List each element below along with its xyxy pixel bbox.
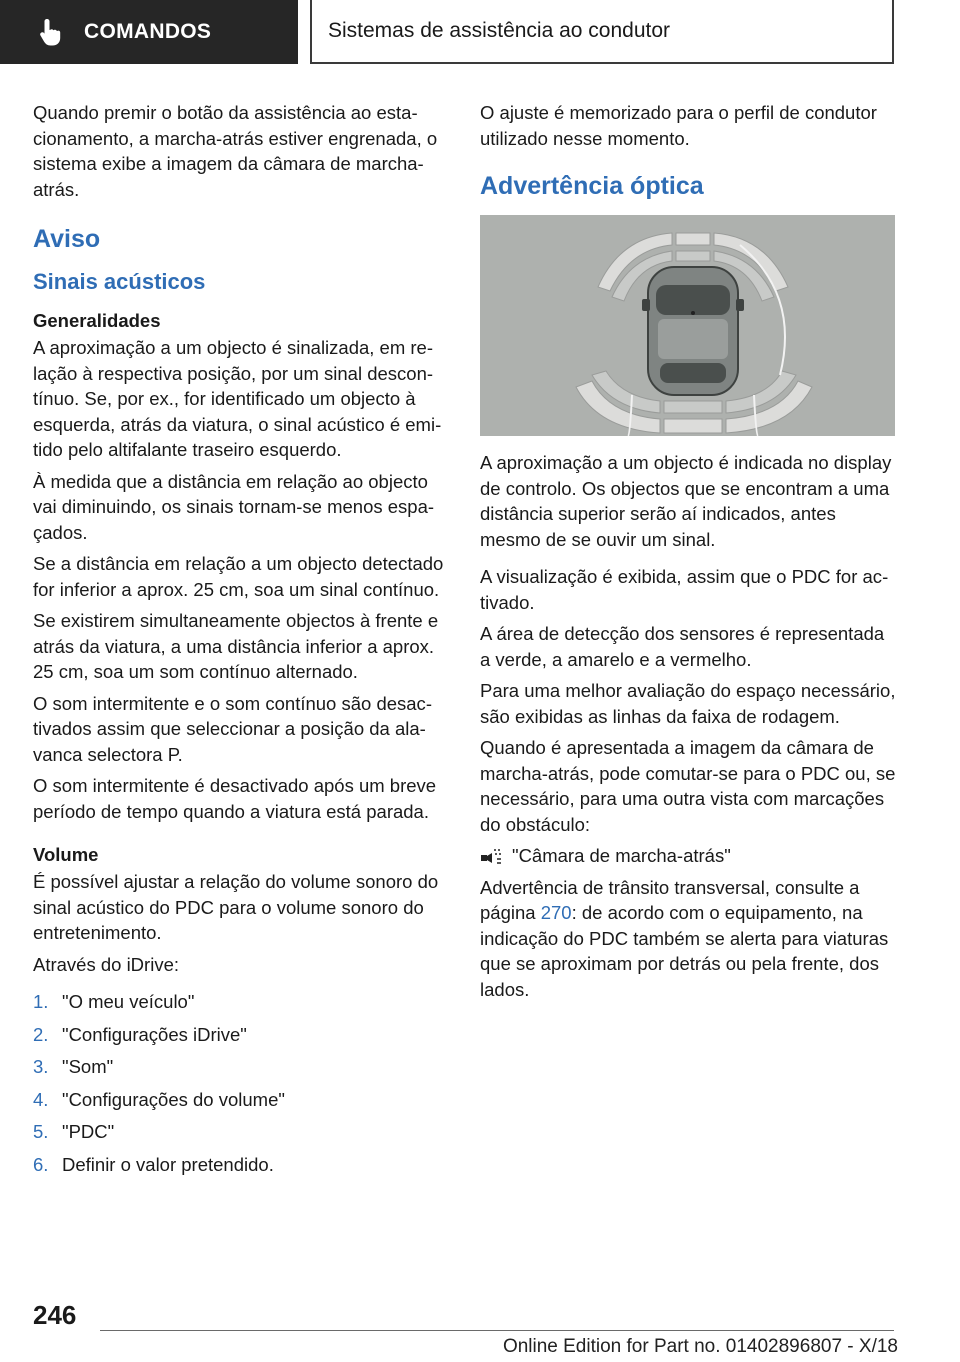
heading-aviso: Aviso: [33, 225, 101, 253]
step-text: "PDC": [62, 1121, 115, 1142]
list-item: [33, 989, 449, 1015]
text-segment: : de acordo com o equipamento, na indicação do PDC também se alerta para viaturas que se aproximam por detrás ou pela frente, dos lados.: [480, 902, 889, 1000]
paragraph: Para uma melhor avaliação do espaço necessário, são exibidas as linhas da faixa de rodagem.: [480, 680, 896, 727]
intro-paragraph: Quando premir o botão da assistência ao estacionamento, a marcha-atrás estiver engrenada, o sistema exibe a imagem da câmara de marcha-atrás.: [33, 102, 438, 200]
heading-sinais-acusticos: Sinais acústicos: [33, 269, 206, 294]
heading-generalidades: Generalidades: [33, 310, 161, 331]
paragraph: A aproximação a um objecto é indicada no display de controlo. Os objectos que se encontram a uma distância superior serão aí indicados, antes mesmo de se ouvir um sinal.: [480, 452, 892, 550]
step-text: "Configurações do volume": [62, 1088, 285, 1110]
section-label: COMANDOS: [84, 20, 212, 43]
step-text: Definir o valor pretendido.: [62, 1153, 274, 1175]
paragraph: É possível ajustar a relação do volume sonoro do sinal acústico do PDC para o volume sonoro do entretenimento.: [33, 871, 439, 943]
paragraph: A aproximação a um objecto é sinalizada, em relação à respectiva posição, por um sinal descontínuo. Se, por ex., for identificado um objecto à esquerda, atrás da viatura, o sinal acústico é emitido pelo altifalante traseiro esquerdo.: [33, 337, 442, 460]
car-parking-sensors-image: [480, 215, 895, 436]
step-text: "O meu veículo": [62, 991, 195, 1012]
camera-option-label: "Câmara de marcha-atrás": [512, 845, 731, 866]
list-item: [33, 1054, 449, 1080]
hand-pointer-icon: [38, 17, 64, 47]
step-number: 5.: [33, 1121, 49, 1142]
paragraph: Se existirem simultaneamente objectos à frente e atrás da viatura, a uma distância inferior a aprox. 25 cm, soa um som contínuo alternado.: [33, 610, 439, 682]
paragraph: À medida que a distância em relação ao objecto vai diminuindo, os sinais tornam-se menos espaçados.: [33, 470, 435, 543]
page-number: 246: [33, 1300, 77, 1330]
steps-list: [33, 989, 449, 1177]
list-item: [33, 1119, 449, 1145]
heading-volume: Volume: [33, 844, 99, 865]
paragraph: O ajuste é memorizado para o perfil de condutor utilizado nesse momento.: [480, 102, 877, 149]
chapter-header: [310, 0, 894, 64]
footer-divider: [100, 1330, 894, 1331]
step-number: 6.: [33, 1153, 49, 1175]
paragraph: Através do iDrive:: [33, 953, 179, 975]
right-column: [480, 100, 896, 1014]
heading-advertencia-optica: Advertência óptica: [480, 172, 704, 200]
chapter-title: Sistemas de assistência ao condutor: [328, 19, 671, 42]
paragraph: O som intermitente e o som contínuo são desactivados assim que seleccionar a posição da alavanca selectora P.: [33, 692, 432, 765]
text-segment: Advertência de trânsito transversal, consulte a página: [480, 876, 860, 923]
left-column: [33, 100, 449, 1184]
camera-option: [480, 843, 896, 869]
section-tab: [0, 0, 298, 64]
rear-camera-icon: [480, 847, 502, 865]
edition-footer: Online Edition for Part no. 01402896807 - X/18: [502, 1336, 898, 1357]
paragraph: Se a distância em relação a um objecto detectado for inferior a aprox. 25 cm, soa um sinal contínuo.: [33, 553, 444, 600]
page-link-270[interactable]: 270: [540, 902, 572, 923]
step-text: "Configurações iDrive": [62, 1023, 247, 1045]
paragraph: O som intermitente é desactivado após um breve período de tempo quando a viatura está parada.: [33, 775, 437, 822]
step-text: "Som": [62, 1056, 114, 1077]
pdc-display-illustration: [480, 215, 895, 436]
paragraph: Quando é apresentada a imagem da câmara de marcha-atrás, pode comutar-se para o PDC ou, se necessário, para uma outra vista com marcações do obstáculo:: [480, 737, 896, 835]
step-number: 3.: [33, 1056, 49, 1077]
step-number: 4.: [33, 1088, 49, 1110]
list-item: [33, 1152, 449, 1178]
list-item: [33, 1087, 449, 1113]
paragraph: A área de detecção dos sensores é representada a verde, a amarelo e a vermelho.: [480, 623, 885, 670]
car-icon: [642, 267, 744, 395]
paragraph: A visualização é exibida, assim que o PDC for activado.: [480, 566, 889, 613]
paragraph-cross-traffic: [480, 875, 896, 1003]
step-number: 2.: [33, 1023, 49, 1045]
list-item: [33, 1022, 449, 1048]
step-number: 1.: [33, 991, 49, 1012]
